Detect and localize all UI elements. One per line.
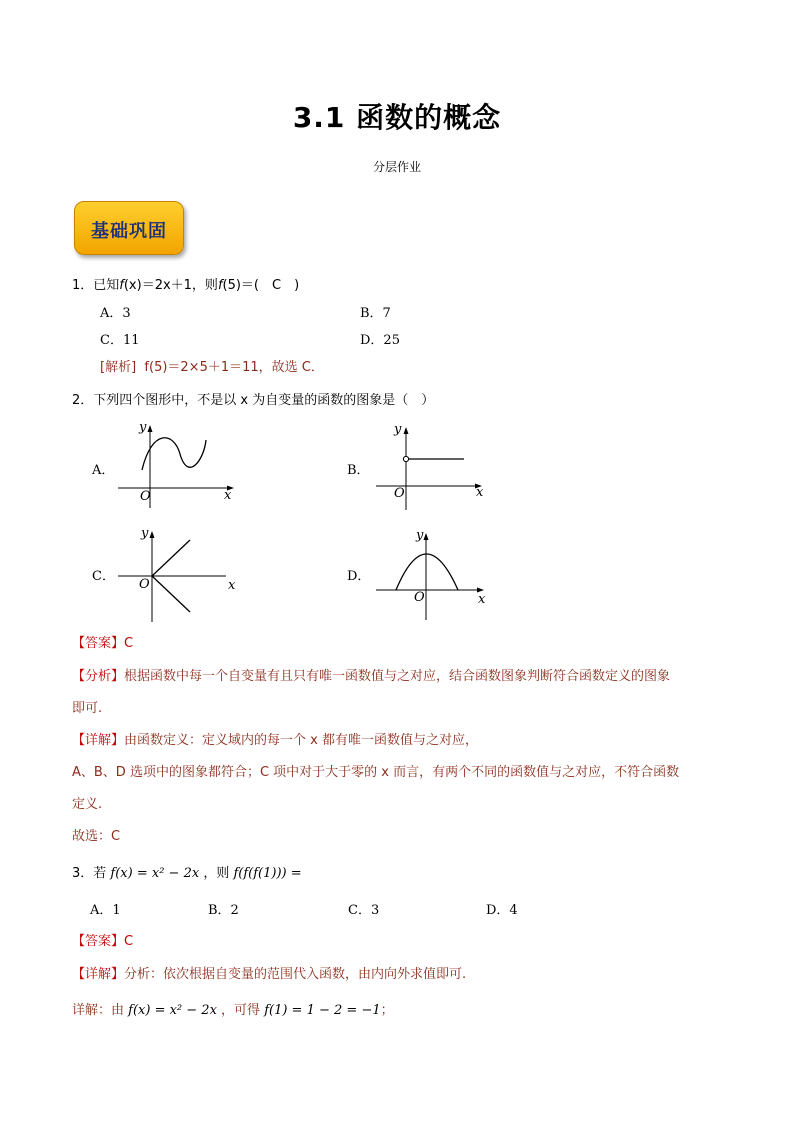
q2-graph-a-origin: O (140, 489, 151, 504)
q2-analysis-tag: 【分析】 (72, 669, 125, 684)
q2-detail-line1 (72, 729, 478, 748)
q2-answer (72, 632, 133, 651)
q2-graph-d-xlabel: x (478, 592, 486, 607)
q1-option-d: D．25 (360, 333, 400, 348)
q2-graph-b-label: B． (347, 463, 370, 478)
q3-detail-value: f(1) = 1 − 2 = −1 (264, 1003, 381, 1018)
q3-option-b: B．2 (208, 903, 239, 918)
section-badge (74, 201, 184, 255)
q3-stem-mid: ，则 (203, 866, 230, 881)
q3-detail-mid: ，可得 (221, 1003, 261, 1018)
q2-graph-b-ylabel: y (394, 422, 402, 437)
q3-stem-function: f(x) = x² − 2x (110, 866, 200, 881)
q3-detail-line2 (72, 999, 394, 1018)
q2-choose: 故选：C (72, 829, 121, 844)
page-title: 3.1 函数的概念 (292, 101, 502, 134)
q3-stem (72, 862, 302, 881)
page-subtitle: 分层作业 (372, 160, 421, 174)
q2-graph-b-xlabel: x (476, 485, 484, 500)
q3-detail-line1 (72, 963, 466, 982)
q2-detail-tag: 【详解】 (72, 733, 125, 748)
q3-answer (72, 930, 133, 949)
q3-detail-tag: 【详解】 (72, 967, 125, 982)
q2-graph-c (114, 526, 244, 622)
q2-graph-a-ylabel: y (139, 420, 147, 435)
q2-graph-a-xlabel: x (224, 488, 232, 503)
q1-option-c: C．11 (100, 333, 140, 348)
q3-answer-tag: 【答案】 (72, 934, 125, 949)
q2-detail-line3: 定义. (72, 797, 103, 812)
q1-analysis-text: f(5)＝2×5＋1＝11，故选 C． (144, 360, 324, 375)
q2-analysis-text1: 根据函数中每一个自变量有且只有唯一函数值与之对应，结合函数图象判断符合函数定义的图象 (124, 669, 671, 684)
q3-stem-prefix: 3．若 (72, 866, 107, 881)
q2-graph-b-origin: O (394, 486, 405, 501)
q1-stem-f: f (119, 278, 124, 293)
q2-graph-d (372, 526, 496, 622)
q2-analysis-line1 (72, 665, 670, 684)
q2-graph-d-label: D． (347, 569, 371, 584)
q3-answer-value: C (124, 934, 134, 949)
q2-graph-c-origin: O (139, 577, 150, 592)
q3-detail-prefix: 详解：由 (72, 1003, 125, 1018)
q2-graph-c-xlabel: x (228, 578, 236, 593)
q3-option-a: A．1 (90, 903, 121, 918)
q3-stem-composite: f(f(f(1))) = (233, 866, 302, 881)
q2-graph-a (112, 420, 242, 510)
q2-graph-b (372, 420, 492, 512)
q1-stem-mid: (x)＝2x＋1，则 (123, 278, 218, 293)
q2-graph-d-ylabel: y (416, 528, 424, 543)
q3-detail-suffix: ； (380, 1003, 394, 1018)
q1-option-b: B．7 (360, 306, 391, 321)
q1-analysis (100, 356, 324, 375)
q2-stem: 2．下列四个图形中，不是以 x 为自变量的函数的图象是（ ） (72, 393, 435, 408)
q2-analysis-line2: 即可. (72, 701, 103, 716)
q2-graph-c-ylabel: y (141, 526, 149, 541)
q1-stem-f2: f (217, 278, 223, 293)
q2-answer-tag: 【答案】 (72, 636, 125, 651)
q2-detail-line2: A、B、D 选项中的图象都符合；C 项中对于大于零的 x 而言，有两个不同的函数值与之对应，不符合函数 (72, 765, 680, 780)
q2-graph-c-label: C． (92, 569, 115, 584)
q1-stem-suffix: (5)＝( C ) (222, 278, 300, 293)
section-badge-label: 基础巩固 (91, 221, 167, 242)
q1-stem-prefix: 1．已知 (72, 278, 120, 293)
q1-analysis-tag: [解析] (100, 360, 137, 375)
q2-graph-a-label: A． (92, 463, 115, 478)
q3-option-c: C．3 (348, 903, 380, 918)
q3-detail-text1: 分析：依次根据自变量的范围代入函数，由内向外求值即可. (124, 967, 467, 982)
q1-option-a: A．3 (100, 306, 131, 321)
q2-answer-value: C (124, 636, 134, 651)
q2-detail-text1: 由函数定义：定义域内的每一个 x 都有唯一函数值与之对应， (124, 733, 478, 748)
q3-option-d: D．4 (486, 903, 518, 918)
q2-graph-d-origin: O (414, 590, 425, 605)
q1-stem (72, 274, 299, 293)
q3-detail-function: f(x) = x² − 2x (128, 1003, 217, 1018)
